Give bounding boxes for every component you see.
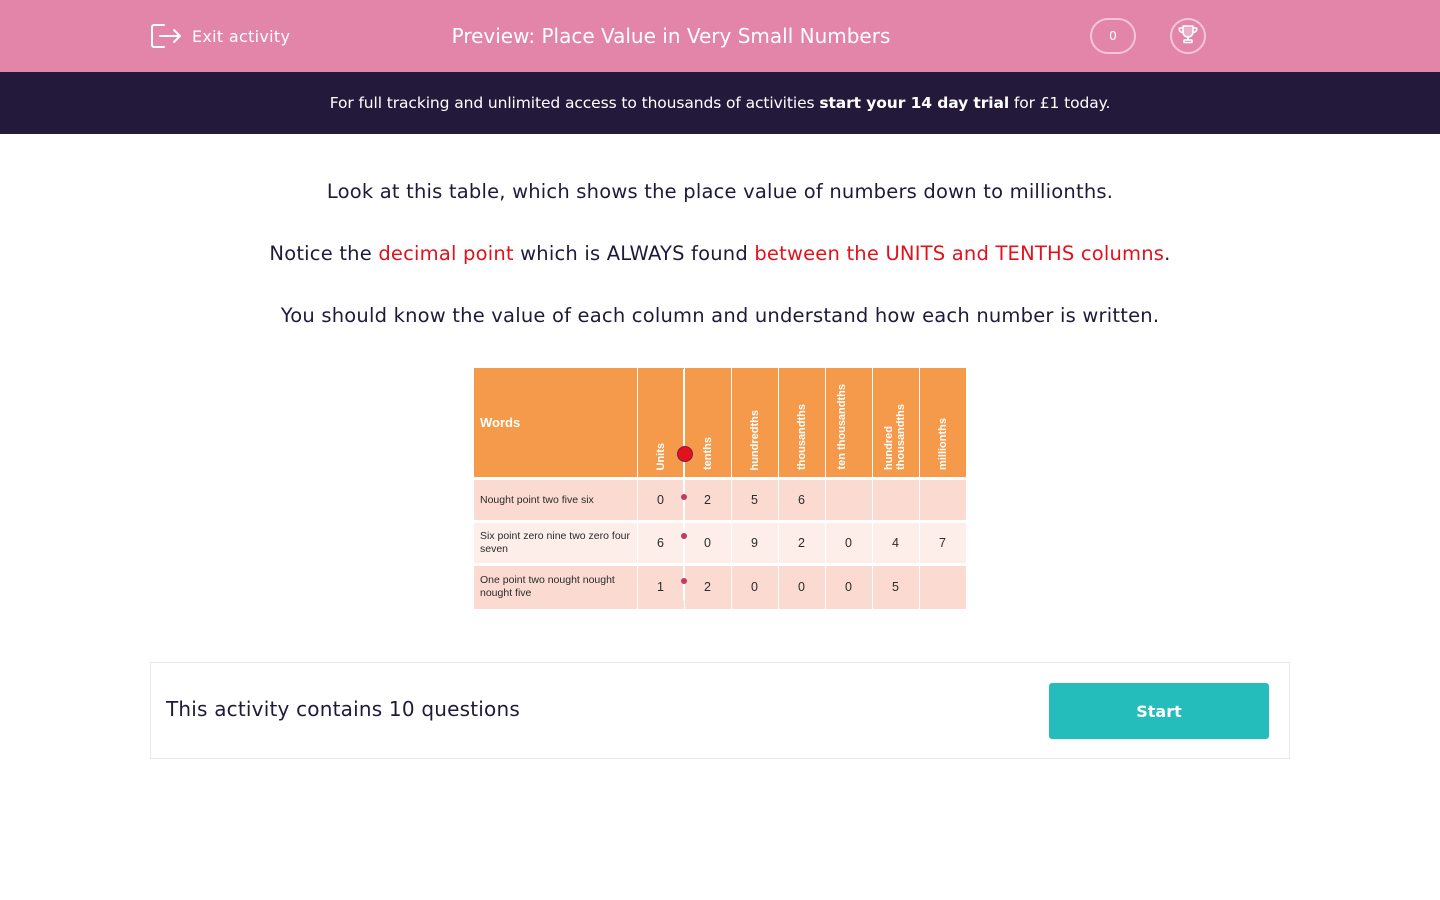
- intro-line-2: [0, 240, 1440, 268]
- column-header-thousandths-label: thousandths: [795, 404, 808, 470]
- trial-banner-link[interactable]: start your 14 day trial: [819, 94, 1010, 112]
- decimal-point-dot: [681, 578, 687, 584]
- ten-thousandths-cell: [825, 479, 872, 522]
- exit-icon: [150, 22, 182, 50]
- intro-line-2-c: .: [1164, 242, 1171, 265]
- table-row: [474, 565, 966, 609]
- page-title: Preview: Place Value in Very Small Numbers: [451, 24, 891, 48]
- start-button[interactable]: Start: [1049, 683, 1269, 739]
- thousandths-cell: 2: [778, 522, 825, 565]
- intro-line-2-a: Notice the: [269, 242, 379, 265]
- table-row: [474, 522, 966, 565]
- trophy-button[interactable]: [1170, 18, 1206, 54]
- column-header-millionths: [919, 368, 966, 479]
- trophy-icon: [1177, 23, 1199, 49]
- activity-panel: [150, 662, 1290, 759]
- activity-question-count: This activity contains 10 questions: [166, 697, 520, 721]
- units-cell: 0: [637, 479, 684, 522]
- column-header-ten-thousandths: [825, 368, 872, 479]
- intro-line-2-b: which is ALWAYS found: [513, 242, 755, 265]
- trial-banner: [0, 72, 1440, 134]
- tenths-cell: 0: [684, 522, 731, 565]
- decimal-point-marker: [677, 446, 693, 462]
- hundred-thousandths-cell: 5: [872, 565, 919, 609]
- trial-banner-prefix: For full tracking and unlimited access to thousands of activities: [329, 94, 820, 112]
- ten-thousandths-cell: 0: [825, 565, 872, 609]
- decimal-point-highlight: decimal point: [378, 242, 514, 265]
- column-header-units-label: Units: [654, 442, 667, 470]
- hundredths-cell: 9: [731, 522, 778, 565]
- decimal-point-dot: [681, 494, 687, 500]
- row-words: Nought point two five six: [474, 479, 637, 522]
- hundred-thousandths-cell: [872, 479, 919, 522]
- decimal-divider: [683, 369, 684, 601]
- row-words: Six point zero nine two zero four seven: [474, 522, 637, 565]
- column-header-hundred-thousandths-label: hundred thousandths: [882, 404, 907, 470]
- units-cell: 6: [637, 522, 684, 565]
- intro-line-1: Look at this table, which shows the place value of numbers down to millionths.: [326, 180, 1114, 203]
- millionths-cell: [919, 565, 966, 609]
- tenths-cell: 2: [684, 565, 731, 609]
- units-tenths-highlight: between the UNITS and TENTHS columns: [754, 242, 1165, 265]
- column-header-hundredths-label: hundredths: [748, 409, 761, 470]
- score-badge: 0: [1090, 18, 1136, 54]
- column-header-ten-thousandths-label: ten thousandths: [835, 384, 848, 470]
- column-header-millionths-label: millionths: [936, 418, 949, 470]
- exit-activity-label: Exit activity: [192, 26, 291, 46]
- hundred-thousandths-cell: 4: [872, 522, 919, 565]
- column-header-hundredths: [731, 368, 778, 479]
- column-header-hundred-thousandths: [872, 368, 919, 479]
- thousandths-cell: 6: [778, 479, 825, 522]
- column-header-tenths-label: tenths: [701, 437, 714, 470]
- column-header-words: Words: [474, 368, 637, 479]
- column-header-units: [637, 368, 684, 479]
- row-words: One point two nought nought nought five: [474, 565, 637, 609]
- column-header-thousandths: [778, 368, 825, 479]
- intro-line-3: You should know the value of each column and understand how each number is written.: [280, 304, 1160, 327]
- hundredths-cell: 5: [731, 479, 778, 522]
- hundredths-cell: 0: [731, 565, 778, 609]
- decimal-point-dot: [681, 533, 687, 539]
- top-bar: [0, 0, 1440, 72]
- units-cell: 1: [637, 565, 684, 609]
- trial-banner-suffix: for £1 today.: [1009, 94, 1111, 112]
- ten-thousandths-cell: 0: [825, 522, 872, 565]
- millionths-cell: [919, 479, 966, 522]
- exit-activity-button[interactable]: [150, 20, 290, 52]
- tenths-cell: 2: [684, 479, 731, 522]
- place-value-table: [474, 368, 967, 609]
- table-row: [474, 479, 966, 522]
- millionths-cell: 7: [919, 522, 966, 565]
- column-header-tenths: [684, 368, 731, 479]
- thousandths-cell: 0: [778, 565, 825, 609]
